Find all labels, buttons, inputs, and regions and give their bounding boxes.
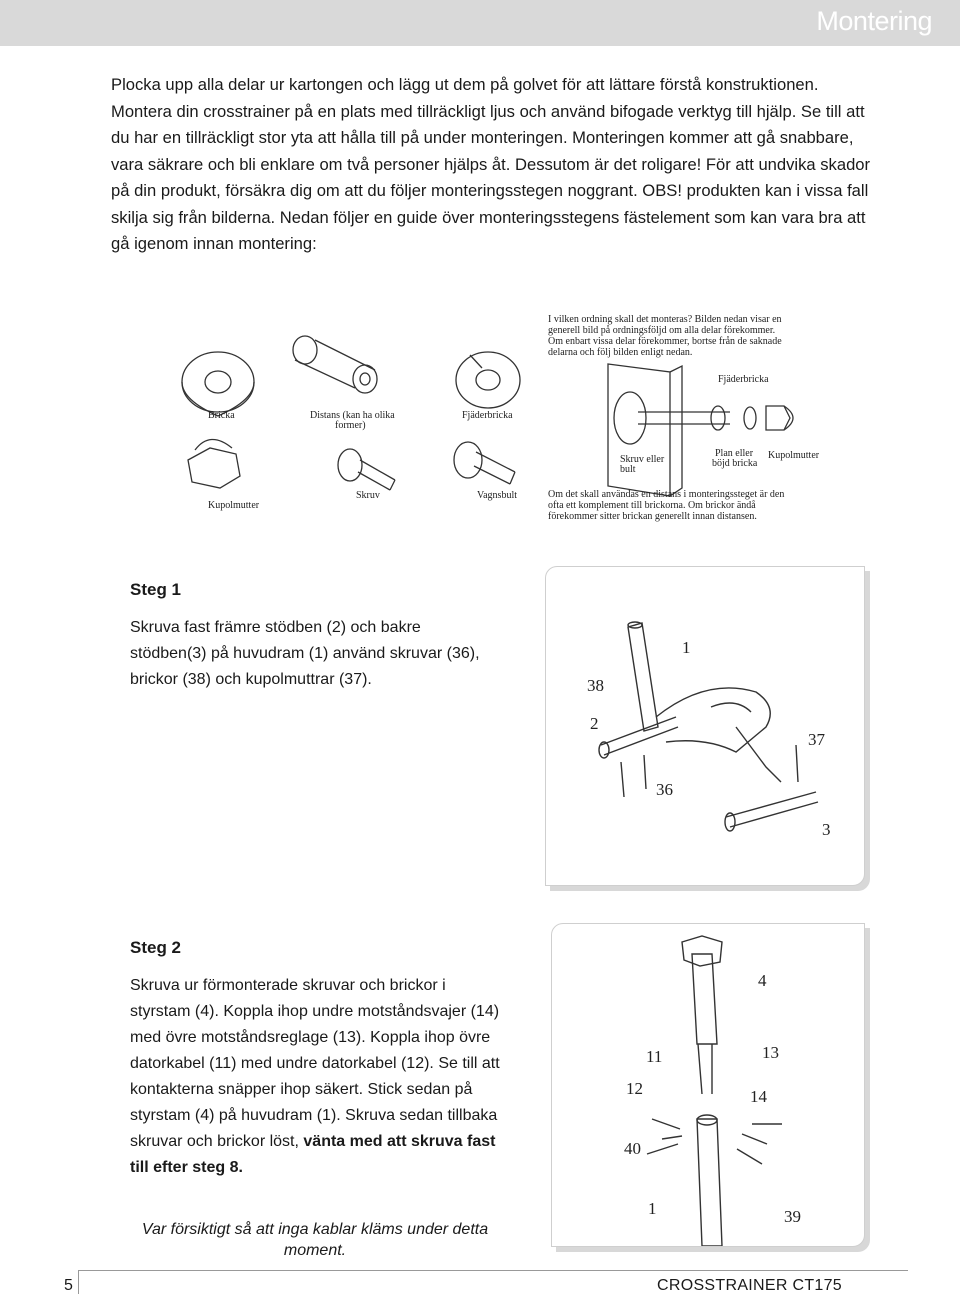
- step-1-text: Skruva fast främre stödben (2) och bakre stödben(3) på huvudram (1) använd skruvar (36), brickor (38) och kupolmuttrar (37).: [130, 619, 480, 688]
- step-1-label-1: 1: [682, 638, 691, 657]
- page-number: 5: [64, 1277, 73, 1294]
- order-line-1: I vilken ordning skall det monteras? Bilden nedan visar en: [548, 314, 782, 325]
- asm-label-fjaderbricka: Fjäderbricka: [718, 374, 769, 385]
- carriage-bolt-icon: [454, 442, 515, 484]
- step-2-label-12: 12: [626, 1079, 643, 1098]
- label-distans-2: former): [335, 420, 366, 431]
- step-2-label-40: 40: [624, 1139, 641, 1158]
- page-header: [0, 0, 960, 46]
- spacer-icon: [293, 336, 377, 393]
- fastener-illustration: [170, 300, 830, 540]
- step-1-label-2: 2: [590, 714, 599, 733]
- step-2-label-39: 39: [784, 1207, 801, 1226]
- order-line-3: Om enbart vissa delar förekommer, bortse från de saknade: [548, 336, 782, 347]
- step-2-title: Steg 2: [130, 938, 182, 957]
- label-kupolmutter: Kupolmutter: [208, 500, 260, 511]
- step-2: [130, 935, 500, 1181]
- label-fjaderbricka: Fjäderbricka: [462, 410, 513, 421]
- label-bricka: Bricka: [208, 410, 235, 421]
- step-2-label-1: 1: [648, 1199, 657, 1218]
- label-distans-1: Distans (kan ha olika: [310, 410, 395, 421]
- step-1-label-3: 3: [822, 820, 831, 839]
- asm-label-skruv-2: bult: [620, 464, 636, 475]
- step-2-label-4: 4: [758, 971, 767, 990]
- step-1: [130, 577, 500, 693]
- asm-label-plan-1: Plan eller: [715, 448, 754, 459]
- section-title: Montering: [816, 6, 932, 36]
- dist-line-2: ofta ett komplement till brickorna. Om brickor ändå: [548, 500, 756, 511]
- step-2-text: [130, 973, 500, 1181]
- intro-paragraph: Plocka upp alla delar ur kartongen och lägg ut dem på golvet för att lättare förstå konstruktionen. Montera din crosstrainer på en plats med tillräckligt ljus och använd bifogade verktyg till hjälp. Se till att du har en tillräckligt stor yta att hålla till på under monteringen. Monteringen kommer att gå snabbare, vara säkrare och bli enklare om två personer hjälps åt. Dessutom är det roligare! För att undvika skador på din produkt, försäkra dig om att du följer monteringsstegen noggrant. OBS! produkten kan i vissa fall skilja sig från bilderna. Nedan följer en guide över monteringsstegens fästelement som kan vara bra att gå igenom innan montering:: [111, 75, 871, 253]
- asm-label-skruv-1: Skruv eller: [620, 454, 665, 465]
- step-1-title: Steg 1: [130, 580, 182, 599]
- screw-icon: [338, 449, 395, 490]
- footer-rule-tick: [78, 1270, 79, 1294]
- step-1-label-36: 36: [656, 780, 673, 799]
- step-2-label-11: 11: [646, 1047, 663, 1066]
- caution-note: Var försiktigt så att inga kablar kläms under detta moment.: [141, 1221, 489, 1259]
- step-1-label-38: 38: [587, 676, 604, 695]
- label-vagnsbult: Vagnsbult: [477, 490, 517, 501]
- step-2-figure-frame: [551, 923, 865, 1247]
- cap-nut-icon: [188, 439, 240, 488]
- step-1-label-37: 37: [808, 730, 825, 749]
- asm-label-kupolmutter: Kupolmutter: [768, 450, 820, 461]
- step-2-label-14: 14: [750, 1087, 767, 1106]
- asm-label-plan-2: böjd bricka: [712, 458, 758, 469]
- order-line-4: delarna och följ bilden enligt nedan.: [548, 347, 693, 358]
- step-2-text-main: Skruva ur förmonterade skruvar och brickor i styrstam (4). Koppla ihop undre motståndsvajer (14) med övre motståndsreglage (13). Koppla ihop övre datorkabel (11) med undre datorkabel (12). Se till att kontakterna snäpper ihop säkert. Stick sedan på styrstam (4) på huvudram (1). Skruva sedan tillbaka skruvar och brickor löst,: [130, 977, 500, 1150]
- step-2-illustration: [552, 924, 864, 1246]
- dist-line-3: förekommer sitter brickan generellt innan distansen.: [548, 511, 757, 522]
- label-skruv: Skruv: [356, 490, 380, 501]
- dist-line-1: Om det skall användas en distans i monteringssteget är den: [548, 489, 785, 500]
- footer-rule: [78, 1270, 908, 1271]
- step-1-figure-frame: [545, 566, 865, 886]
- order-line-2: generell bild på ordningsföljd om alla delar förekommer.: [548, 325, 776, 336]
- step-1-illustration: [546, 567, 864, 885]
- washer-icon: [182, 352, 254, 416]
- spring-washer-icon: [456, 352, 520, 408]
- product-name: CROSSTRAINER CT175: [657, 1277, 842, 1294]
- step-2-label-13: 13: [762, 1043, 779, 1062]
- step-2-text-bold: vänta med att skruva fast till efter steg 8.: [130, 1133, 496, 1176]
